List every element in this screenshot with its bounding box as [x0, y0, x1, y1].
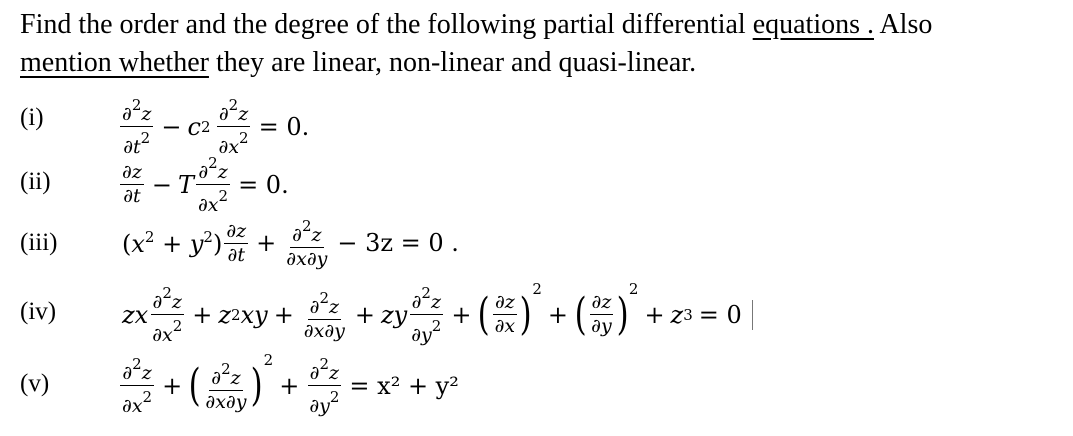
- equation-number-1: (i): [20, 104, 44, 131]
- intro-text-underlined-2: mention whether: [20, 47, 209, 78]
- intro-text-2: Also: [874, 9, 933, 40]
- equation-2-rhs: = 0.: [238, 170, 289, 199]
- equation-3: $(x^2 + y^2)$ $\frac{\partial z}{\partial t}$ + $\frac{\partial^2z}{\partial x\partial y}$ − 3z = 0 .: [122, 217, 459, 270]
- equation-2: $\frac{\partial z}{\partial t}$ − T $\frac{\partial^2z}{\partial x^2}$ = 0.: [122, 154, 289, 216]
- equation-5: $\frac{\partial^2z}{\partial x^2}$ + ( $\frac{\partial^2z}{\partial x\partial y}$ ) 2 + $\frac{\partial^2z}{\partial y^2}$ = x² + y²: [122, 351, 459, 417]
- equation-number-3: (iii): [20, 229, 58, 256]
- equation-number-4: (iv): [20, 298, 57, 325]
- equation-4-rhs: = 0: [698, 300, 742, 329]
- equation-5-rhs: = x² + y²: [349, 371, 459, 400]
- text-cursor: [752, 300, 753, 330]
- equation-3-rhs: − 3z = 0 .: [337, 229, 459, 257]
- intro-text-underlined: equations .: [752, 9, 874, 40]
- equation-1-rhs: = 0.: [258, 112, 310, 141]
- intro-text-1: Find the order and the degree of the following partial differential: [20, 9, 753, 40]
- equation-1: $\frac{\partial^2z}{\partial t^2}$ − c 2 $\frac{\partial^2z}{\partial x^2}$ = 0.: [122, 96, 310, 158]
- problem-statement: [20, 6, 1065, 82]
- equation-number-5: (v): [20, 370, 50, 397]
- intro-text-3: they are linear, non-linear and quasi-linear.: [208, 47, 697, 78]
- equation-4: zx $\frac{\partial^2z}{\partial x^2}$ + z 2 xy + $\frac{\partial^2z}{\partial x\partial y}$ + zy $\frac{\partial^2z}{\partial y^2}$ + ( $\frac{\partial z}{\partial x}$ ) 2 + ( $\frac{\partial z}{\partial y}$ ) 2 + z 3 = 0: [122, 282, 753, 347]
- equation-number-2: (ii): [20, 168, 51, 195]
